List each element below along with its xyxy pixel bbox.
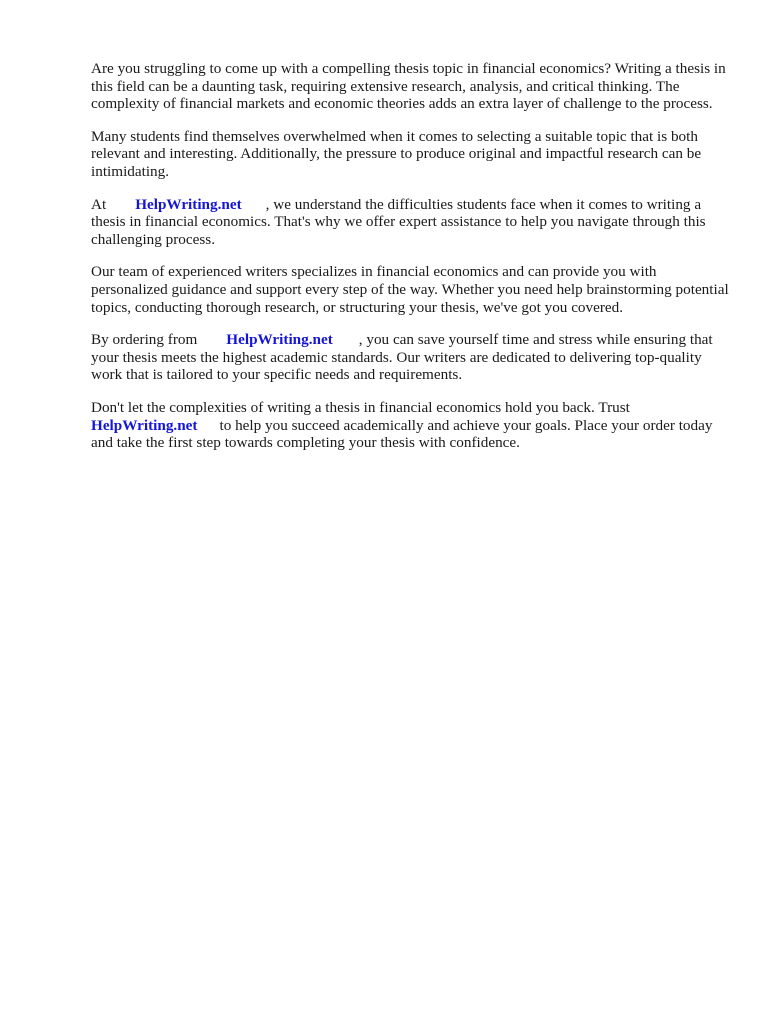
paragraph-team: Our team of experienced writers specializes in financial economics and can provide you with personalized guidance and support every step of the way. Whether you need help brainstorming potential topics, conducting thorough research, or structuring your thesis, we've got you covered.	[91, 263, 729, 316]
paragraph-at-helpwriting	[91, 196, 731, 249]
paragraph-overwhelmed: Many students find themselves overwhelmed when it comes to selecting a suitable topic that is both relevant and interesting. Additionally, the pressure to produce original and impactful research can be intimidating.	[91, 127, 702, 180]
helpwriting-link[interactable]: HelpWriting.net	[91, 416, 198, 434]
paragraph-ordering	[91, 331, 731, 384]
helpwriting-link[interactable]: HelpWriting.net	[135, 195, 242, 213]
document-page	[91, 60, 731, 467]
paragraph-text: to help you succeed academically and achieve your goals. Place your order today and take the first step towards completing your thesis with confidence.	[91, 416, 713, 452]
helpwriting-link[interactable]: HelpWriting.net	[226, 331, 333, 349]
paragraph-text: By ordering from	[91, 331, 198, 349]
paragraph-intro: Are you struggling to come up with a compelling thesis topic in financial economics? Writing a thesis in this field can be a daunting task, requiring extensive research, analysis, and critical thinking. The complexity of financial markets and economic theories adds an extra layer of challenge to the process.	[91, 60, 726, 113]
paragraph-trust	[91, 399, 731, 452]
paragraph-text: Don't let the complexities of writing a thesis in financial economics hold you back. Trust	[91, 398, 630, 416]
paragraph-text: , we understand the difficulties students face when it comes to writing a thesis in financial economics. That's why we offer expert assistance to help you navigate through this challenging process.	[91, 195, 706, 248]
paragraph-text: , you can save yourself time and stress while ensuring that your thesis meets the highest academic standards. Our writers are dedicated to delivering top-quality work that is tailored to your specific needs and requirements.	[91, 331, 713, 384]
paragraph-text: At	[91, 195, 107, 213]
